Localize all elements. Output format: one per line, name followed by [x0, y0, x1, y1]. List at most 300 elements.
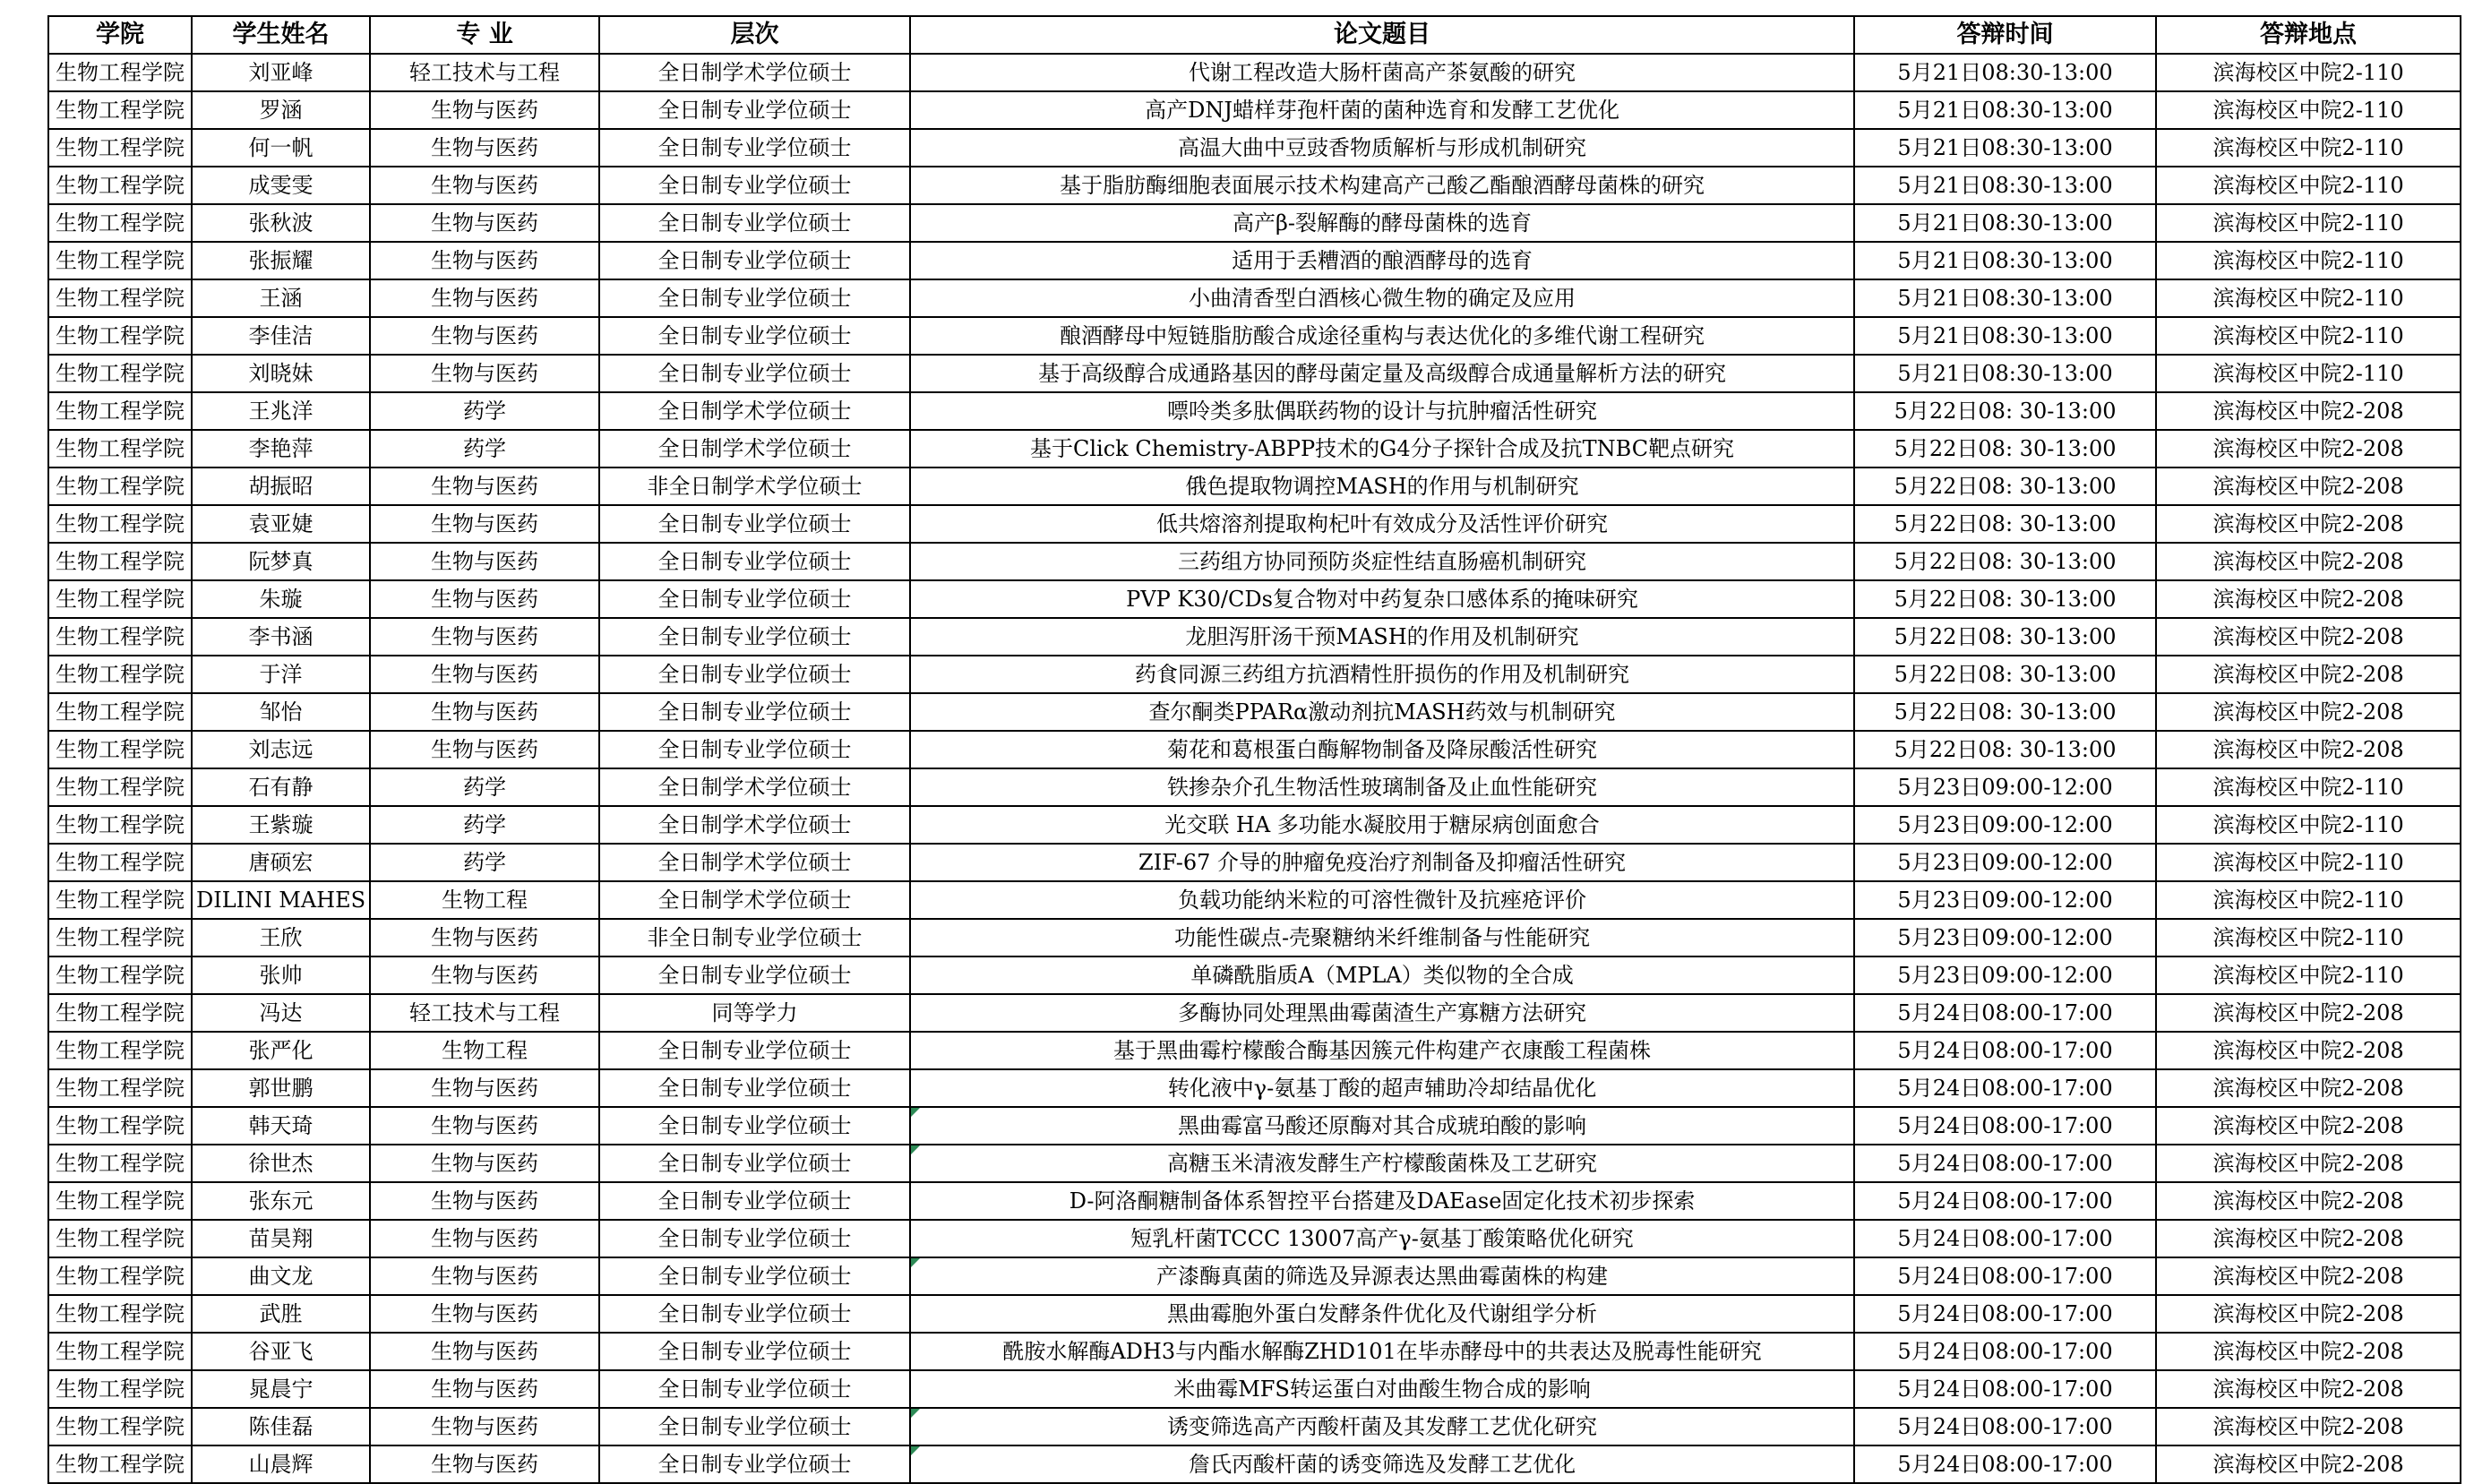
thesis-title-cell[interactable]: D-阿洛酮糖制备体系智控平台搭建及DAEase固定化技术初步探索	[910, 1182, 1854, 1220]
defense-time-cell[interactable]: 5月24日08:00-17:00	[1854, 1333, 2156, 1370]
degree-level-cell[interactable]: 全日制专业学位硕士	[599, 1370, 910, 1408]
student-name-cell[interactable]: DILINI MAHES	[192, 881, 370, 919]
degree-level-cell[interactable]: 全日制专业学位硕士	[599, 1032, 910, 1069]
major-cell[interactable]: 生物与医药	[370, 919, 599, 956]
student-name-cell[interactable]: 李佳洁	[192, 317, 370, 355]
table-row	[48, 1408, 2461, 1445]
major-cell[interactable]: 生物与医药	[370, 468, 599, 505]
thesis-title-cell[interactable]: 基于脂肪酶细胞表面展示技术构建高产己酸乙酯酿酒酵母菌株的研究	[910, 167, 1854, 204]
major-cell[interactable]: 生物与医药	[370, 91, 599, 129]
major-cell[interactable]: 生物与医药	[370, 1333, 599, 1370]
college-cell[interactable]: 生物工程学院	[48, 1069, 192, 1107]
defense-time-cell[interactable]: 5月21日08:30-13:00	[1854, 91, 2156, 129]
thesis-title-cell[interactable]: 基于黑曲霉柠檬酸合酶基因簇元件构建产衣康酸工程菌株	[910, 1032, 1854, 1069]
thesis-title-cell[interactable]: 三药组方协同预防炎症性结直肠癌机制研究	[910, 543, 1854, 580]
college-cell[interactable]: 生物工程学院	[48, 1295, 192, 1333]
major-cell[interactable]: 生物与医药	[370, 242, 599, 279]
degree-level-cell[interactable]: 全日制专业学位硕士	[599, 1145, 910, 1182]
thesis-title-cell[interactable]: 俄色提取物调控MASH的作用与机制研究	[910, 468, 1854, 505]
college-cell[interactable]: 生物工程学院	[48, 994, 192, 1032]
degree-level-cell[interactable]: 全日制学术学位硕士	[599, 844, 910, 881]
degree-level-cell[interactable]: 同等学力	[599, 994, 910, 1032]
degree-level-cell[interactable]: 全日制专业学位硕士	[599, 91, 910, 129]
defense-time-cell[interactable]: 5月22日08: 30-13:00	[1854, 693, 2156, 731]
degree-level-cell[interactable]: 全日制专业学位硕士	[599, 1182, 910, 1220]
degree-level-cell[interactable]: 全日制专业学位硕士	[599, 693, 910, 731]
major-cell[interactable]: 生物与医药	[370, 543, 599, 580]
college-cell[interactable]: 生物工程学院	[48, 1182, 192, 1220]
thesis-title-cell[interactable]: 短乳杆菌TCCC 13007高产γ-氨基丁酸策略优化研究	[910, 1220, 1854, 1257]
student-name-cell[interactable]: 武胜	[192, 1295, 370, 1333]
defense-location-cell[interactable]: 滨海校区中院2-110	[2156, 317, 2461, 355]
thesis-title-cell[interactable]: 代谢工程改造大肠杆菌高产茶氨酸的研究	[910, 54, 1854, 91]
college-cell[interactable]: 生物工程学院	[48, 392, 192, 430]
college-cell[interactable]: 生物工程学院	[48, 279, 192, 317]
degree-level-cell[interactable]: 全日制专业学位硕士	[599, 129, 910, 167]
thesis-title-cell[interactable]: 小曲清香型白酒核心微生物的确定及应用	[910, 279, 1854, 317]
college-cell[interactable]: 生物工程学院	[48, 956, 192, 994]
major-cell[interactable]: 生物与医药	[370, 1220, 599, 1257]
thesis-title-cell[interactable]: 高产DNJ蜡样芽孢杆菌的菌种选育和发酵工艺优化	[910, 91, 1854, 129]
major-cell[interactable]: 生物与医药	[370, 279, 599, 317]
student-name-cell[interactable]: 苗昊翔	[192, 1220, 370, 1257]
degree-level-cell[interactable]: 非全日制学术学位硕士	[599, 468, 910, 505]
degree-level-cell[interactable]: 全日制学术学位硕士	[599, 768, 910, 806]
table-row	[48, 1032, 2461, 1069]
student-name-cell[interactable]: 张帅	[192, 956, 370, 994]
major-cell[interactable]: 药学	[370, 806, 599, 844]
defense-time-cell[interactable]: 5月23日09:00-12:00	[1854, 881, 2156, 919]
major-cell[interactable]: 生物与医药	[370, 1145, 599, 1182]
college-cell[interactable]: 生物工程学院	[48, 242, 192, 279]
defense-location-cell[interactable]: 滨海校区中院2-208	[2156, 468, 2461, 505]
thesis-title-cell[interactable]: 高温大曲中豆豉香物质解析与形成机制研究	[910, 129, 1854, 167]
student-name-cell[interactable]: 王欣	[192, 919, 370, 956]
defense-location-cell[interactable]: 滨海校区中院2-208	[2156, 1333, 2461, 1370]
defense-location-cell[interactable]: 滨海校区中院2-208	[2156, 1220, 2461, 1257]
table-row	[48, 129, 2461, 167]
defense-time-cell[interactable]: 5月24日08:00-17:00	[1854, 1220, 2156, 1257]
major-cell[interactable]: 生物与医药	[370, 204, 599, 242]
student-name-cell[interactable]: 张严化	[192, 1032, 370, 1069]
defense-location-cell[interactable]: 滨海校区中院2-110	[2156, 919, 2461, 956]
header-degree-level: 层次	[599, 16, 910, 54]
major-cell[interactable]: 生物与医药	[370, 505, 599, 543]
degree-level-cell[interactable]: 全日制专业学位硕士	[599, 1107, 910, 1145]
major-cell[interactable]: 生物与医药	[370, 956, 599, 994]
table-row	[48, 468, 2461, 505]
table-row	[48, 1333, 2461, 1370]
thesis-title-cell[interactable]: 光交联 HA 多功能水凝胶用于糖尿病创面愈合	[910, 806, 1854, 844]
defense-time-cell[interactable]: 5月21日08:30-13:00	[1854, 317, 2156, 355]
student-name-cell[interactable]: 刘晓妹	[192, 355, 370, 392]
defense-time-cell[interactable]: 5月24日08:00-17:00	[1854, 1145, 2156, 1182]
degree-level-cell[interactable]: 全日制专业学位硕士	[599, 355, 910, 392]
table-row	[48, 693, 2461, 731]
degree-level-cell[interactable]: 全日制专业学位硕士	[599, 1445, 910, 1483]
major-cell[interactable]: 生物与医药	[370, 167, 599, 204]
student-name-cell[interactable]: 谷亚飞	[192, 1333, 370, 1370]
major-cell[interactable]: 生物与医药	[370, 1107, 599, 1145]
defense-time-cell[interactable]: 5月22日08: 30-13:00	[1854, 580, 2156, 618]
student-name-cell[interactable]: 于洋	[192, 656, 370, 693]
table-row	[48, 317, 2461, 355]
thesis-title-cell[interactable]: 高糖玉米清液发酵生产柠檬酸菌株及工艺研究	[910, 1145, 1854, 1182]
table-row	[48, 242, 2461, 279]
defense-time-cell[interactable]: 5月24日08:00-17:00	[1854, 1370, 2156, 1408]
thesis-title-cell[interactable]: 适用于丢糟酒的酿酒酵母的选育	[910, 242, 1854, 279]
degree-level-cell[interactable]: 全日制学术学位硕士	[599, 806, 910, 844]
college-cell[interactable]: 生物工程学院	[48, 129, 192, 167]
college-cell[interactable]: 生物工程学院	[48, 1107, 192, 1145]
major-cell[interactable]: 生物工程	[370, 881, 599, 919]
college-cell[interactable]: 生物工程学院	[48, 1145, 192, 1182]
thesis-title-cell[interactable]: 嘌呤类多肽偶联药物的设计与抗肿瘤活性研究	[910, 392, 1854, 430]
student-name-cell[interactable]: 唐硕宏	[192, 844, 370, 881]
student-name-cell[interactable]: 胡振昭	[192, 468, 370, 505]
college-cell[interactable]: 生物工程学院	[48, 468, 192, 505]
defense-location-cell[interactable]: 滨海校区中院2-208	[2156, 505, 2461, 543]
degree-level-cell[interactable]: 全日制学术学位硕士	[599, 392, 910, 430]
thesis-title-cell[interactable]: 酿酒酵母中短链脂肪酸合成途径重构与表达优化的多维代谢工程研究	[910, 317, 1854, 355]
major-cell[interactable]: 生物与医药	[370, 618, 599, 656]
college-cell[interactable]: 生物工程学院	[48, 1333, 192, 1370]
defense-time-cell[interactable]: 5月24日08:00-17:00	[1854, 1182, 2156, 1220]
degree-level-cell[interactable]: 全日制学术学位硕士	[599, 881, 910, 919]
major-cell[interactable]: 轻工技术与工程	[370, 54, 599, 91]
defense-schedule-table	[47, 15, 2461, 1484]
student-name-cell[interactable]: 冯达	[192, 994, 370, 1032]
thesis-title-cell[interactable]: 黑曲霉胞外蛋白发酵条件优化及代谢组学分析	[910, 1295, 1854, 1333]
student-name-cell[interactable]: 成雯雯	[192, 167, 370, 204]
defense-location-cell[interactable]: 滨海校区中院2-208	[2156, 392, 2461, 430]
major-cell[interactable]: 生物与医药	[370, 317, 599, 355]
thesis-title-cell[interactable]: 低共熔溶剂提取枸杞叶有效成分及活性评价研究	[910, 505, 1854, 543]
degree-level-cell[interactable]: 全日制专业学位硕士	[599, 656, 910, 693]
college-cell[interactable]: 生物工程学院	[48, 768, 192, 806]
thesis-title-cell[interactable]: 功能性碳点-壳聚糖纳米纤维制备与性能研究	[910, 919, 1854, 956]
student-name-cell[interactable]: 朱璇	[192, 580, 370, 618]
thesis-title-cell[interactable]: 龙胆泻肝汤干预MASH的作用及机制研究	[910, 618, 1854, 656]
defense-time-cell[interactable]: 5月21日08:30-13:00	[1854, 54, 2156, 91]
student-name-cell[interactable]: 张振耀	[192, 242, 370, 279]
table-row	[48, 54, 2461, 91]
defense-time-cell[interactable]: 5月24日08:00-17:00	[1854, 1032, 2156, 1069]
college-cell[interactable]: 生物工程学院	[48, 919, 192, 956]
major-cell[interactable]: 生物与医药	[370, 1370, 599, 1408]
table-row	[48, 844, 2461, 881]
student-name-cell[interactable]: 晁晨宁	[192, 1370, 370, 1408]
degree-level-cell[interactable]: 全日制专业学位硕士	[599, 1295, 910, 1333]
thesis-title-cell[interactable]: PVP K30/CDs复合物对中药复杂口感体系的掩味研究	[910, 580, 1854, 618]
defense-time-cell[interactable]: 5月21日08:30-13:00	[1854, 129, 2156, 167]
table-row	[48, 1257, 2461, 1295]
header-student-name: 学生姓名	[192, 16, 370, 54]
college-cell[interactable]: 生物工程学院	[48, 693, 192, 731]
student-name-cell[interactable]: 刘亚峰	[192, 54, 370, 91]
defense-location-cell[interactable]: 滨海校区中院2-110	[2156, 956, 2461, 994]
table-row	[48, 204, 2461, 242]
table-row	[48, 731, 2461, 768]
major-cell[interactable]: 生物与医药	[370, 1295, 599, 1333]
defense-location-cell[interactable]: 滨海校区中院2-208	[2156, 994, 2461, 1032]
thesis-title-cell[interactable]: ZIF-67 介导的肿瘤免疫治疗剂制备及抑瘤活性研究	[910, 844, 1854, 881]
thesis-title-cell[interactable]: 诱变筛选高产丙酸杆菌及其发酵工艺优化研究	[910, 1408, 1854, 1445]
student-name-cell[interactable]: 韩天琦	[192, 1107, 370, 1145]
college-cell[interactable]: 生物工程学院	[48, 91, 192, 129]
college-cell[interactable]: 生物工程学院	[48, 731, 192, 768]
student-name-cell[interactable]: 山晨辉	[192, 1445, 370, 1483]
defense-time-cell[interactable]: 5月22日08: 30-13:00	[1854, 618, 2156, 656]
header-college: 学院	[48, 16, 192, 54]
defense-location-cell[interactable]: 滨海校区中院2-110	[2156, 242, 2461, 279]
table-row	[48, 279, 2461, 317]
college-cell[interactable]: 生物工程学院	[48, 1408, 192, 1445]
degree-level-cell[interactable]: 非全日制专业学位硕士	[599, 919, 910, 956]
defense-time-cell[interactable]: 5月24日08:00-17:00	[1854, 1445, 2156, 1483]
thesis-title-cell[interactable]: 基于高级醇合成通路基因的酵母菌定量及高级醇合成通量解析方法的研究	[910, 355, 1854, 392]
degree-level-cell[interactable]: 全日制专业学位硕士	[599, 1333, 910, 1370]
header-major: 专 业	[370, 16, 599, 54]
student-name-cell[interactable]: 李艳萍	[192, 430, 370, 468]
defense-location-cell[interactable]: 滨海校区中院2-110	[2156, 768, 2461, 806]
thesis-title-cell[interactable]: 詹氏丙酸杆菌的诱变筛选及发酵工艺优化	[910, 1445, 1854, 1483]
major-cell[interactable]: 生物与医药	[370, 580, 599, 618]
college-cell[interactable]: 生物工程学院	[48, 580, 192, 618]
degree-level-cell[interactable]: 全日制学术学位硕士	[599, 54, 910, 91]
degree-level-cell[interactable]: 全日制专业学位硕士	[599, 1220, 910, 1257]
college-cell[interactable]: 生物工程学院	[48, 430, 192, 468]
major-cell[interactable]: 生物与医药	[370, 1408, 599, 1445]
major-cell[interactable]: 生物与医药	[370, 355, 599, 392]
degree-level-cell[interactable]: 全日制专业学位硕士	[599, 1069, 910, 1107]
degree-level-cell[interactable]: 全日制专业学位硕士	[599, 279, 910, 317]
thesis-title-cell[interactable]: 产漆酶真菌的筛选及异源表达黑曲霉菌株的构建	[910, 1257, 1854, 1295]
defense-time-cell[interactable]: 5月21日08:30-13:00	[1854, 279, 2156, 317]
defense-location-cell[interactable]: 滨海校区中院2-110	[2156, 167, 2461, 204]
college-cell[interactable]: 生物工程学院	[48, 543, 192, 580]
college-cell[interactable]: 生物工程学院	[48, 881, 192, 919]
major-cell[interactable]: 药学	[370, 392, 599, 430]
defense-location-cell[interactable]: 滨海校区中院2-110	[2156, 129, 2461, 167]
defense-location-cell[interactable]: 滨海校区中院2-110	[2156, 881, 2461, 919]
college-cell[interactable]: 生物工程学院	[48, 806, 192, 844]
degree-level-cell[interactable]: 全日制专业学位硕士	[599, 505, 910, 543]
college-cell[interactable]: 生物工程学院	[48, 1370, 192, 1408]
degree-level-cell[interactable]: 全日制专业学位硕士	[599, 204, 910, 242]
defense-location-cell[interactable]: 滨海校区中院2-110	[2156, 91, 2461, 129]
table-row	[48, 881, 2461, 919]
defense-time-cell[interactable]: 5月23日09:00-12:00	[1854, 768, 2156, 806]
defense-location-cell[interactable]: 滨海校区中院2-208	[2156, 1445, 2461, 1483]
major-cell[interactable]: 药学	[370, 768, 599, 806]
student-name-cell[interactable]: 王紫璇	[192, 806, 370, 844]
college-cell[interactable]: 生物工程学院	[48, 54, 192, 91]
college-cell[interactable]: 生物工程学院	[48, 844, 192, 881]
student-name-cell[interactable]: 阮梦真	[192, 543, 370, 580]
defense-time-cell[interactable]: 5月21日08:30-13:00	[1854, 167, 2156, 204]
defense-time-cell[interactable]: 5月24日08:00-17:00	[1854, 1107, 2156, 1145]
defense-location-cell[interactable]: 滨海校区中院2-208	[2156, 656, 2461, 693]
defense-time-cell[interactable]: 5月22日08: 30-13:00	[1854, 656, 2156, 693]
college-cell[interactable]: 生物工程学院	[48, 204, 192, 242]
student-name-cell[interactable]: 刘志远	[192, 731, 370, 768]
college-cell[interactable]: 生物工程学院	[48, 317, 192, 355]
major-cell[interactable]: 生物与医药	[370, 656, 599, 693]
defense-time-cell[interactable]: 5月21日08:30-13:00	[1854, 355, 2156, 392]
college-cell[interactable]: 生物工程学院	[48, 656, 192, 693]
college-cell[interactable]: 生物工程学院	[48, 1220, 192, 1257]
student-name-cell[interactable]: 张东元	[192, 1182, 370, 1220]
college-cell[interactable]: 生物工程学院	[48, 618, 192, 656]
defense-location-cell[interactable]: 滨海校区中院2-208	[2156, 430, 2461, 468]
major-cell[interactable]: 生物与医药	[370, 129, 599, 167]
defense-location-cell[interactable]: 滨海校区中院2-208	[2156, 1107, 2461, 1145]
defense-location-cell[interactable]: 滨海校区中院2-110	[2156, 279, 2461, 317]
major-cell[interactable]: 药学	[370, 430, 599, 468]
student-name-cell[interactable]: 郭世鹏	[192, 1069, 370, 1107]
defense-time-cell[interactable]: 5月24日08:00-17:00	[1854, 994, 2156, 1032]
student-name-cell[interactable]: 何一帆	[192, 129, 370, 167]
college-cell[interactable]: 生物工程学院	[48, 505, 192, 543]
defense-location-cell[interactable]: 滨海校区中院2-208	[2156, 1069, 2461, 1107]
thesis-title-cell[interactable]: 酰胺水解酶ADH3与内酯水解酶ZHD101在毕赤酵母中的共表达及脱毒性能研究	[910, 1333, 1854, 1370]
student-name-cell[interactable]: 陈佳磊	[192, 1408, 370, 1445]
thesis-title-cell[interactable]: 基于Click Chemistry-ABPP技术的G4分子探针合成及抗TNBC靶点研究	[910, 430, 1854, 468]
table-row	[48, 1220, 2461, 1257]
major-cell[interactable]: 生物工程	[370, 1032, 599, 1069]
degree-level-cell[interactable]: 全日制学术学位硕士	[599, 430, 910, 468]
major-cell[interactable]: 生物与医药	[370, 731, 599, 768]
table-row	[48, 91, 2461, 129]
student-name-cell[interactable]: 王兆洋	[192, 392, 370, 430]
defense-time-cell[interactable]: 5月24日08:00-17:00	[1854, 1295, 2156, 1333]
degree-level-cell[interactable]: 全日制专业学位硕士	[599, 1257, 910, 1295]
defense-time-cell[interactable]: 5月23日09:00-12:00	[1854, 956, 2156, 994]
defense-location-cell[interactable]: 滨海校区中院2-110	[2156, 204, 2461, 242]
student-name-cell[interactable]: 石有静	[192, 768, 370, 806]
degree-level-cell[interactable]: 全日制专业学位硕士	[599, 580, 910, 618]
thesis-title-cell[interactable]: 药食同源三药组方抗酒精性肝损伤的作用及机制研究	[910, 656, 1854, 693]
defense-location-cell[interactable]: 滨海校区中院2-110	[2156, 806, 2461, 844]
defense-location-cell[interactable]: 滨海校区中院2-208	[2156, 1182, 2461, 1220]
degree-level-cell[interactable]: 全日制专业学位硕士	[599, 242, 910, 279]
table-row	[48, 1107, 2461, 1145]
defense-time-cell[interactable]: 5月21日08:30-13:00	[1854, 204, 2156, 242]
major-cell[interactable]: 生物与医药	[370, 1182, 599, 1220]
thesis-title-cell[interactable]: 黑曲霉富马酸还原酶对其合成琥珀酸的影响	[910, 1107, 1854, 1145]
defense-location-cell[interactable]: 滨海校区中院2-208	[2156, 1295, 2461, 1333]
student-name-cell[interactable]: 徐世杰	[192, 1145, 370, 1182]
major-cell[interactable]: 生物与医药	[370, 693, 599, 731]
defense-location-cell[interactable]: 滨海校区中院2-208	[2156, 1032, 2461, 1069]
defense-location-cell[interactable]: 滨海校区中院2-208	[2156, 1408, 2461, 1445]
degree-level-cell[interactable]: 全日制专业学位硕士	[599, 1408, 910, 1445]
table-row	[48, 580, 2461, 618]
defense-location-cell[interactable]: 滨海校区中院2-208	[2156, 580, 2461, 618]
defense-time-cell[interactable]: 5月22日08: 30-13:00	[1854, 543, 2156, 580]
thesis-title-cell[interactable]: 高产β-裂解酶的酵母菌株的选育	[910, 204, 1854, 242]
student-name-cell[interactable]: 李书涵	[192, 618, 370, 656]
defense-location-cell[interactable]: 滨海校区中院2-208	[2156, 1257, 2461, 1295]
degree-level-cell[interactable]: 全日制专业学位硕士	[599, 618, 910, 656]
college-cell[interactable]: 生物工程学院	[48, 167, 192, 204]
defense-location-cell[interactable]: 滨海校区中院2-208	[2156, 618, 2461, 656]
thesis-title-cell[interactable]: 单磷酰脂质A（MPLA）类似物的全合成	[910, 956, 1854, 994]
thesis-title-cell[interactable]: 铁掺杂介孔生物活性玻璃制备及止血性能研究	[910, 768, 1854, 806]
major-cell[interactable]: 轻工技术与工程	[370, 994, 599, 1032]
major-cell[interactable]: 药学	[370, 844, 599, 881]
defense-location-cell[interactable]: 滨海校区中院2-208	[2156, 543, 2461, 580]
defense-time-cell[interactable]: 5月24日08:00-17:00	[1854, 1069, 2156, 1107]
defense-location-cell[interactable]: 滨海校区中院2-110	[2156, 355, 2461, 392]
defense-time-cell[interactable]: 5月22日08: 30-13:00	[1854, 430, 2156, 468]
student-name-cell[interactable]: 张秋波	[192, 204, 370, 242]
defense-time-cell[interactable]: 5月24日08:00-17:00	[1854, 1257, 2156, 1295]
table-row	[48, 1445, 2461, 1483]
college-cell[interactable]: 生物工程学院	[48, 1445, 192, 1483]
defense-location-cell[interactable]: 滨海校区中院2-208	[2156, 1145, 2461, 1182]
thesis-title-cell[interactable]: 菊花和葛根蛋白酶解物制备及降尿酸活性研究	[910, 731, 1854, 768]
defense-location-cell[interactable]: 滨海校区中院2-208	[2156, 731, 2461, 768]
degree-level-cell[interactable]: 全日制专业学位硕士	[599, 731, 910, 768]
degree-level-cell[interactable]: 全日制专业学位硕士	[599, 543, 910, 580]
defense-time-cell[interactable]: 5月21日08:30-13:00	[1854, 242, 2156, 279]
student-name-cell[interactable]: 罗涵	[192, 91, 370, 129]
defense-time-cell[interactable]: 5月22日08: 30-13:00	[1854, 731, 2156, 768]
table-row	[48, 355, 2461, 392]
degree-level-cell[interactable]: 全日制专业学位硕士	[599, 956, 910, 994]
defense-location-cell[interactable]: 滨海校区中院2-110	[2156, 54, 2461, 91]
defense-location-cell[interactable]: 滨海校区中院2-208	[2156, 1370, 2461, 1408]
table-row	[48, 392, 2461, 430]
student-name-cell[interactable]: 曲文龙	[192, 1257, 370, 1295]
degree-level-cell[interactable]: 全日制专业学位硕士	[599, 167, 910, 204]
college-cell[interactable]: 生物工程学院	[48, 1032, 192, 1069]
defense-time-cell[interactable]: 5月22日08: 30-13:00	[1854, 468, 2156, 505]
defense-time-cell[interactable]: 5月22日08: 30-13:00	[1854, 392, 2156, 430]
thesis-title-cell[interactable]: 多酶协同处理黑曲霉菌渣生产寡糖方法研究	[910, 994, 1854, 1032]
table-row	[48, 167, 2461, 204]
major-cell[interactable]: 生物与医药	[370, 1445, 599, 1483]
table-row	[48, 994, 2461, 1032]
defense-time-cell[interactable]: 5月23日09:00-12:00	[1854, 806, 2156, 844]
thesis-title-cell[interactable]: 查尔酮类PPARα激动剂抗MASH药效与机制研究	[910, 693, 1854, 731]
defense-time-cell[interactable]: 5月23日09:00-12:00	[1854, 919, 2156, 956]
defense-time-cell[interactable]: 5月22日08: 30-13:00	[1854, 505, 2156, 543]
major-cell[interactable]: 生物与医药	[370, 1069, 599, 1107]
table-row	[48, 1182, 2461, 1220]
header-defense-location: 答辩地点	[2156, 16, 2461, 54]
thesis-title-cell[interactable]: 米曲霉MFS转运蛋白对曲酸生物合成的影响	[910, 1370, 1854, 1408]
major-cell[interactable]: 生物与医药	[370, 1257, 599, 1295]
degree-level-cell[interactable]: 全日制专业学位硕士	[599, 317, 910, 355]
college-cell[interactable]: 生物工程学院	[48, 1257, 192, 1295]
table-body	[48, 54, 2461, 1483]
defense-time-cell[interactable]: 5月23日09:00-12:00	[1854, 844, 2156, 881]
student-name-cell[interactable]: 邹怡	[192, 693, 370, 731]
student-name-cell[interactable]: 袁亚婕	[192, 505, 370, 543]
defense-location-cell[interactable]: 滨海校区中院2-110	[2156, 844, 2461, 881]
thesis-title-cell[interactable]: 转化液中γ-氨基丁酸的超声辅助冷却结晶优化	[910, 1069, 1854, 1107]
defense-location-cell[interactable]: 滨海校区中院2-208	[2156, 693, 2461, 731]
college-cell[interactable]: 生物工程学院	[48, 355, 192, 392]
header-row	[48, 16, 2461, 54]
thesis-title-cell[interactable]: 负载功能纳米粒的可溶性微针及抗痤疮评价	[910, 881, 1854, 919]
defense-time-cell[interactable]: 5月24日08:00-17:00	[1854, 1408, 2156, 1445]
student-name-cell[interactable]: 王涵	[192, 279, 370, 317]
table-row	[48, 1295, 2461, 1333]
